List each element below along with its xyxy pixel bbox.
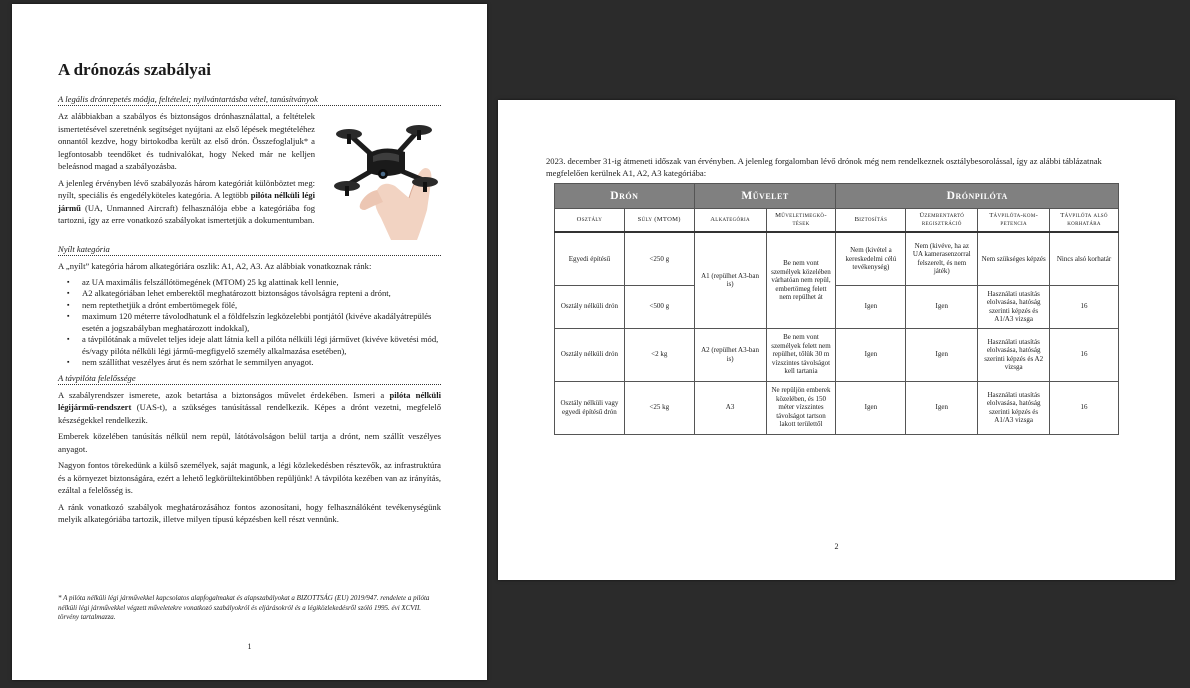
table-cell: Osztály nélküli drón <box>555 328 625 381</box>
table-cell: Igen <box>836 285 906 328</box>
table-cell: Nem szükséges képzés <box>978 232 1050 285</box>
list-item: ▪ nem reptethetjük a drónt embertömegek fölé, <box>78 300 441 312</box>
table-row <box>555 381 1119 434</box>
table-cell: 16 <box>1050 285 1119 328</box>
page-title: A drónozás szabályai <box>58 60 212 79</box>
table-row <box>555 328 1119 381</box>
table-cell: A3 <box>694 381 766 434</box>
table-row <box>555 285 1119 328</box>
rules-list <box>58 277 441 369</box>
table-cell: Nincs alsó korhatár <box>1050 232 1119 285</box>
column-header: Műveletimegkö-tések <box>766 209 836 233</box>
column-header: Osztály <box>555 209 625 233</box>
open-category-paragraph: A „nyílt” kategória három alkategóriára oszlik: A1, A2, A3. Az alábbiak vonatkoznak ránk: <box>58 261 372 271</box>
list-item: ▪ maximum 120 méterre távolodhatunk el a földfelszín legközelebbi pontjától (kivéve akadályátrepülés esetén a jogszabályban meghatározott indokkal), <box>78 311 441 334</box>
section-subhead: A távpilóta felelőssége <box>58 373 441 385</box>
table-cell: Nem (kivéve, ha az UA kamerasenzorral felszerelt, és nem játék) <box>906 232 978 285</box>
table-cell: <2 kg <box>624 328 694 381</box>
column-header: Távpilóta-kom-petencia <box>978 209 1050 233</box>
table-cell: Igen <box>906 381 978 434</box>
drone-in-hand-photo <box>321 110 447 240</box>
page-number: 1 <box>247 642 252 651</box>
transition-intro: 2023. december 31-ig átmeneti időszak van érvényben. A jelenleg forgalomban lévő drónok még nem rendelkeznek osztálybesorolással, így az alábbi táblázatnak megfelelően kerülnek A1, A2, A3 kategóriába: <box>546 156 1102 178</box>
list-item: ▪ A2 alkategóriában lehet emberektől meghatározott biztonságos távolságra repteni a drónt, <box>78 288 441 300</box>
column-header: Alkategória <box>694 209 766 233</box>
table-cell: Használati utasítás elolvasása, hatóság szerinti képzés és A1/A3 vizsga <box>978 285 1050 328</box>
list-item: ▪ nem szállíthat veszélyes árut és nem szórhat le semmilyen anyagot. <box>78 357 441 369</box>
page-number: 2 <box>834 542 839 551</box>
table-cell: Igen <box>836 381 906 434</box>
group-header-dron: Drón <box>555 184 695 209</box>
table-cell: <500 g <box>624 285 694 328</box>
table-cell: Igen <box>906 285 978 328</box>
footnote: * A pilóta nélküli légi járművekkel kapcsolatos alapfogalmakat és alapszabályokat a BIZOTTSÁG (EU) 2019/947. rendelete a pilóta nélküli légi járművekkel végzett műveletekre vonatkozó szabályokról és eljárásokról és a légiközlekedésről szóló 1995. évi XCVII. törvény tartalmazza. <box>58 594 430 621</box>
intro-paragraph: Az alábbiakban a szabályos és biztonságos drónhasználattal, a feltételek ismertetésével szeretnénk segítséget nyújtani az első lépések megtételéhez onnantól kezdve, hogy birtokodba került az első drón. Összefoglaljuk* a legfontosabb teendőket és tudnivalókat, hogy Neked már ne kelljen beleásnod magad a szabályozásba. <box>58 111 315 171</box>
table-cell: 16 <box>1050 328 1119 381</box>
table-cell: Nem (kivétel a kereskedelmi célú tevékenység) <box>836 232 906 285</box>
table-cell: Használati utasítás elolvasása, hatóság szerinti képzés és A1/A3 vizsga <box>978 381 1050 434</box>
list-item: ▪ a távpilótának a művelet teljes ideje alatt látnia kell a pilóta nélküli légi járművet (kivéve követési mód, és/vagy pilóta nélküli légi jármű-megfigyelő személy alkalmazása esetében), <box>78 334 441 357</box>
paragraph: A ránk vonatkozó szabályok meghatározásához fontos azonosítani, hogy felhasználóként tevékenységünk melyik alkategóriába tartozik, illetve milyen típusú képzésben kell részt vennünk. <box>58 501 441 524</box>
table-cell: Igen <box>836 328 906 381</box>
document-page-2 <box>498 100 1175 580</box>
section-subhead: A legális drónrepetés módja, feltételei; nyilvántartásba vétel, tanúsítványok <box>58 94 441 106</box>
table-cell: 16 <box>1050 381 1119 434</box>
table-cell: Használati utasítás elolvasása, hatóság szerinti képzés és A2 vizsga <box>978 328 1050 381</box>
table-cell: Ne repüljön emberek közelében, és 150 méter vízszintes távolságot tartson lakott területtől <box>766 381 836 434</box>
table-cell: Osztály nélküli drón <box>555 285 625 328</box>
table-cell: A2 (repülhet A3-ban is) <box>694 328 766 381</box>
table-cell: Osztály nélküli vagy egyedi építésű drón <box>555 381 625 434</box>
paragraph: Emberek közelében tanúsítás nélkül nem repül, látótávolságon belül tartja a drónt, nem szállít veszélyes anyagot. <box>58 431 441 454</box>
column-header: Biztosítás <box>836 209 906 233</box>
section-subhead: Nyílt kategória <box>58 244 441 256</box>
table-cell: A1 (repülhet A3-ban is) <box>694 232 766 328</box>
table-cell: Igen <box>906 328 978 381</box>
group-header-muvelet: Művelet <box>694 184 836 209</box>
table-cell: Egyedi építésű <box>555 232 625 285</box>
responsibility-paragraph: A szabályrendszer ismerete, azok betartása a biztonságos művelet érdekében. Ismeri a pilóta nélküli légijármű-rendszert (UAS-t), a szükséges tanúsítással rendelkezik. Képes a drónt vezetni, megfelelő készségekkel rendelkezik. <box>58 389 441 425</box>
group-header-dronpilota: Drónpilóta <box>836 184 1119 209</box>
table-cell: Be nem vont személyek közelében várhatóan nem repül, embertömeg felett nem repülhet át <box>766 232 836 328</box>
category-table <box>554 183 1119 435</box>
table-row <box>555 232 1119 285</box>
column-header: Üzembentartó regisztráció <box>906 209 978 233</box>
categories-paragraph: A jelenleg érvényben lévő szabályozás három kategóriát különböztet meg: nyílt, speciális és engedélyköteles kategória. A legtöbb pilóta nélküli légi jármű (UA, Unmanned Aircraft) felhasználója ebbe a kategóriába fog tartozni, így az erre vonatkozó szabályokat ismertetjük a dokumentumban. <box>58 177 315 225</box>
table-cell: <25 kg <box>624 381 694 434</box>
list-item: ▪ az UA maximális felszállótömegének (MTOM) 25 kg alattinak kell lennie, <box>78 277 441 289</box>
table-cell: Be nem vont személyek felett nem repülhet, tőlük 30 m vízszintes távolságot kell tartania <box>766 328 836 381</box>
document-page-1 <box>12 4 487 680</box>
table-cell: <250 g <box>624 232 694 285</box>
column-header: Súly (MTOM) <box>624 209 694 233</box>
paragraph: Nagyon fontos törekedünk a külső személyek, saját magunk, a légi közlekedésben résztevők, az infrastruktúra és a környezet biztonságára, ezért a lehető legkörültekintőbben repüljünk! A távpilóta kezében van az irányítás, ezáltal a felelősség is. <box>58 460 441 495</box>
column-header: Távpilóta alsó korhatára <box>1050 209 1119 233</box>
